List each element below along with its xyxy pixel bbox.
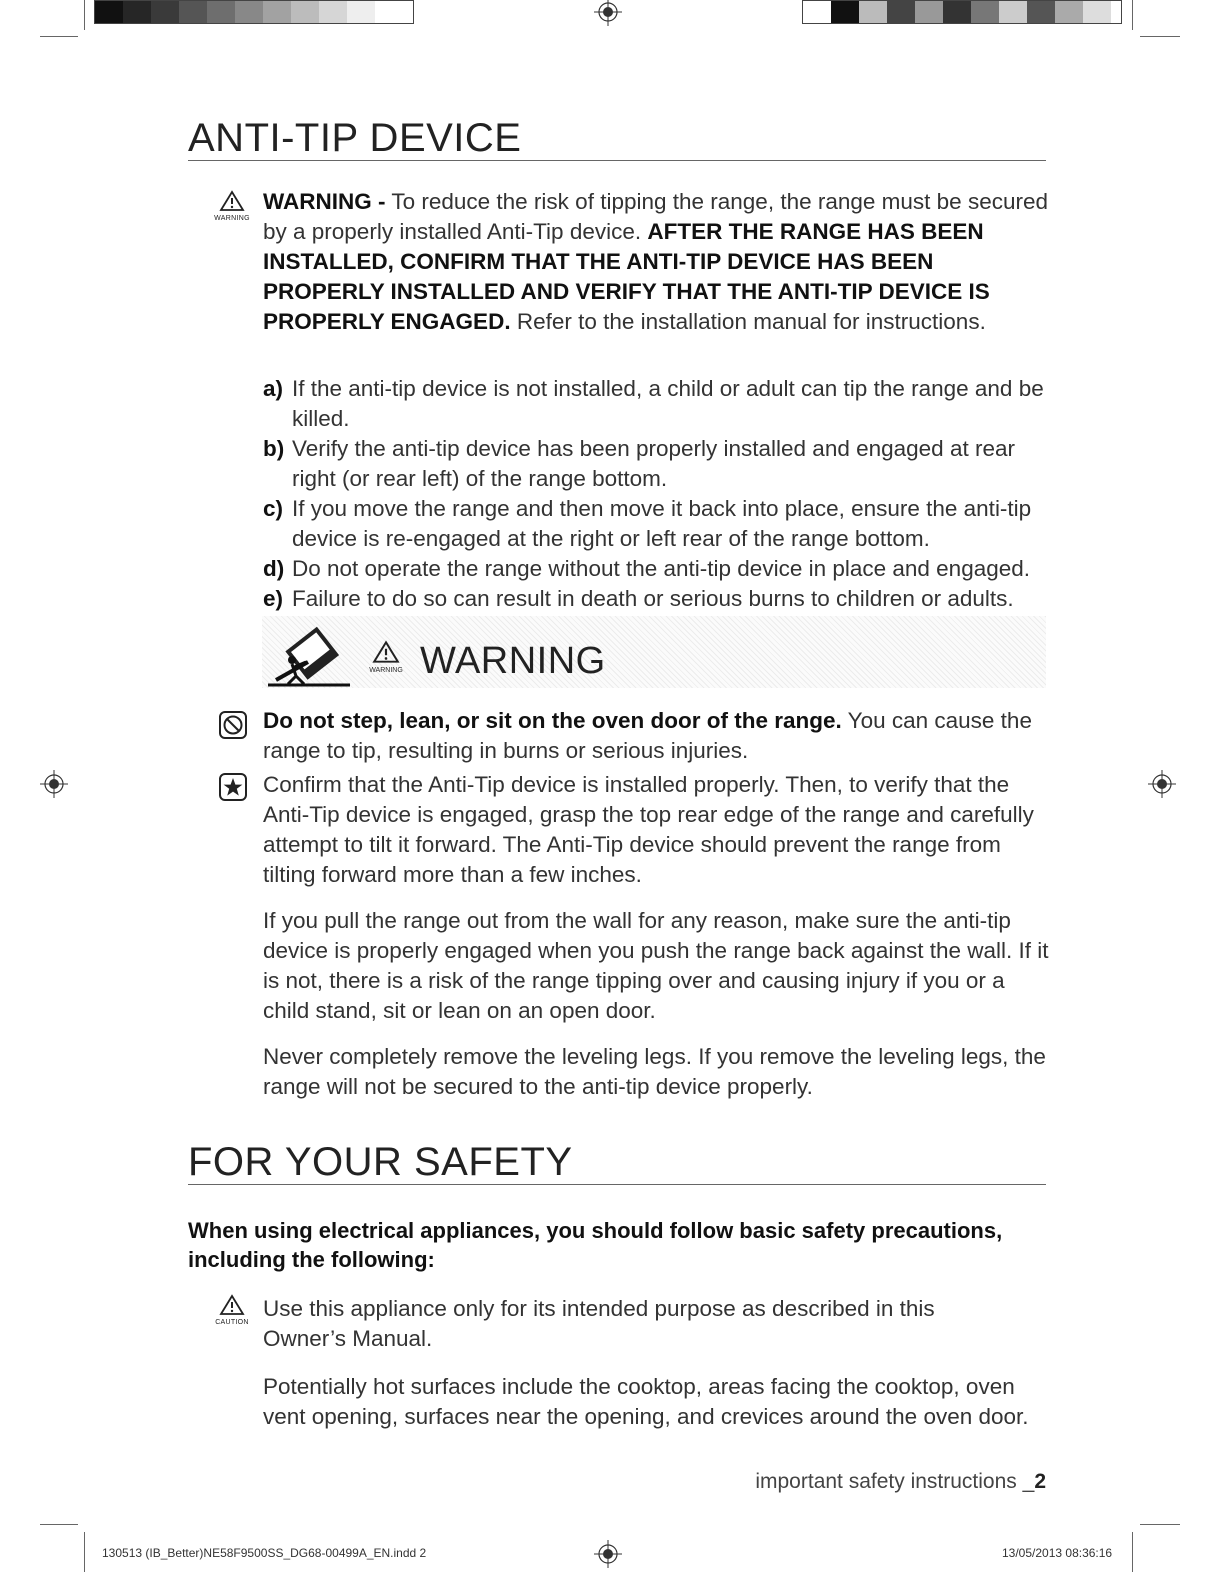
warning-text-1: To reduce the risk of tipping the range, the range must be secured by a properly installed Anti-Tip device. bbox=[263, 189, 1048, 244]
hot-surfaces-paragraph: Potentially hot surfaces include the cooktop, areas facing the cooktop, oven vent opening, surfaces near the opening, and crevices around the oven door. bbox=[263, 1374, 1029, 1429]
crop-mark bbox=[1140, 36, 1180, 37]
registration-mark-icon bbox=[594, 1540, 622, 1568]
list-item bbox=[263, 374, 1053, 434]
prohibit-icon bbox=[218, 710, 248, 740]
list-marker: b) bbox=[263, 436, 285, 461]
footer-section-label: important safety instructions _ bbox=[755, 1470, 1035, 1493]
page-number: 2 bbox=[1034, 1470, 1046, 1493]
list-marker: c) bbox=[263, 496, 284, 521]
caution-caption: CAUTION bbox=[215, 1319, 249, 1326]
list-marker: a) bbox=[263, 376, 284, 401]
list-text: If the anti-tip device is not installed, a child or adult can tip the range and be killed. bbox=[292, 376, 1044, 431]
list-text: If you move the range and then move it back into place, ensure the anti-tip device is re-engaged at the right or left rear of the range bottom. bbox=[292, 496, 1032, 551]
warning-text-2: Refer to the installation manual for instructions. bbox=[510, 309, 986, 334]
list-marker: e) bbox=[263, 586, 284, 611]
caution-icon bbox=[210, 1294, 254, 1326]
banner-warning-caption: WARNING bbox=[369, 667, 403, 674]
list-text: Failure to do so can result in death or serious burns to children or adults. bbox=[292, 586, 1014, 611]
caution-paragraph: Use this appliance only for its intended purpose as described in this Owner’s Manual. bbox=[263, 1296, 935, 1351]
section-title-anti-tip: ANTI-TIP DEVICE bbox=[188, 116, 1046, 161]
banner-warning-word: WARNING bbox=[420, 640, 606, 682]
print-slug-left: 130513 (IB_Better)NE58F9500SS_DG68-00499A_EN.indd 2 bbox=[102, 1546, 427, 1560]
section-title-safety: FOR YOUR SAFETY bbox=[188, 1140, 1046, 1185]
important-star-icon bbox=[218, 772, 248, 802]
crop-mark bbox=[84, 1532, 85, 1572]
list-item bbox=[263, 584, 1053, 614]
warning-triangle-icon bbox=[219, 190, 245, 212]
color-bar-left bbox=[94, 0, 414, 24]
warning-icon bbox=[210, 190, 254, 222]
crop-mark bbox=[1140, 1524, 1180, 1525]
warning-bold-text: AFTER THE RANGE HAS BEEN INSTALLED, CONFIRM THAT THE ANTI-TIP DEVICE HAS BEEN PROPERLY INSTALLED AND VERIFY THAT THE ANTI-TIP DEVICE IS PROPERLY ENGAGED. bbox=[263, 219, 990, 334]
crop-mark bbox=[1132, 0, 1133, 30]
list-text: Do not operate the range without the anti-tip device in place and engaged. bbox=[292, 556, 1031, 581]
registration-mark-icon bbox=[594, 0, 622, 26]
crop-mark bbox=[1132, 1532, 1133, 1572]
crop-mark bbox=[40, 36, 78, 37]
crop-mark bbox=[40, 1524, 78, 1525]
prohibit-bold: Do not step, lean, or sit on the oven door of the range. bbox=[263, 708, 842, 733]
list-item bbox=[263, 434, 1053, 494]
list-item bbox=[263, 494, 1053, 554]
warning-caption: WARNING bbox=[214, 215, 250, 222]
page-footer bbox=[755, 1470, 1046, 1494]
tipping-range-icon bbox=[268, 622, 350, 688]
print-slug-right: 13/05/2013 08:36:16 bbox=[1002, 1546, 1113, 1560]
warning-triangle-icon bbox=[372, 640, 400, 664]
legs-paragraph: Never completely remove the leveling legs. If you remove the leveling legs, the range will not be secured to the anti-tip device properly. bbox=[263, 1044, 1046, 1099]
pull-paragraph: If you pull the range out from the wall for any reason, make sure the anti-tip device is properly engaged when you push the range back against the wall. If it is not, there is a risk of the range tipping over and causing injury if you or a child stand, sit or lean on an open door. bbox=[263, 908, 1049, 1023]
safety-intro: When using electrical appliances, you should follow basic safety precautions, including the following: bbox=[188, 1218, 1003, 1272]
warning-paragraph bbox=[263, 187, 1048, 337]
warning-lead: WARNING - bbox=[263, 189, 386, 214]
anti-tip-list bbox=[263, 374, 1053, 614]
list-text: Verify the anti-tip device has been properly installed and engaged at rear right (or rear left) of the range bottom. bbox=[292, 436, 1015, 491]
caution-triangle-icon bbox=[219, 1294, 245, 1316]
color-bar-right bbox=[802, 0, 1122, 24]
prohibit-text: You can cause the range to tip, resulting in burns or serious injuries. bbox=[263, 708, 1032, 763]
list-marker: d) bbox=[263, 556, 285, 581]
registration-mark-icon bbox=[1148, 770, 1176, 798]
confirm-paragraph: Confirm that the Anti-Tip device is installed properly. Then, to verify that the Anti-Tip device is engaged, grasp the top rear edge of the range and carefully attempt to tilt it forward. The Anti-Tip device should prevent the range from tilting forward more than a few inches. bbox=[263, 772, 1034, 887]
registration-mark-icon bbox=[40, 770, 68, 798]
banner-warning-icon bbox=[364, 640, 408, 674]
list-item bbox=[263, 554, 1053, 584]
crop-mark bbox=[84, 0, 85, 30]
prohibit-paragraph bbox=[263, 706, 1053, 766]
